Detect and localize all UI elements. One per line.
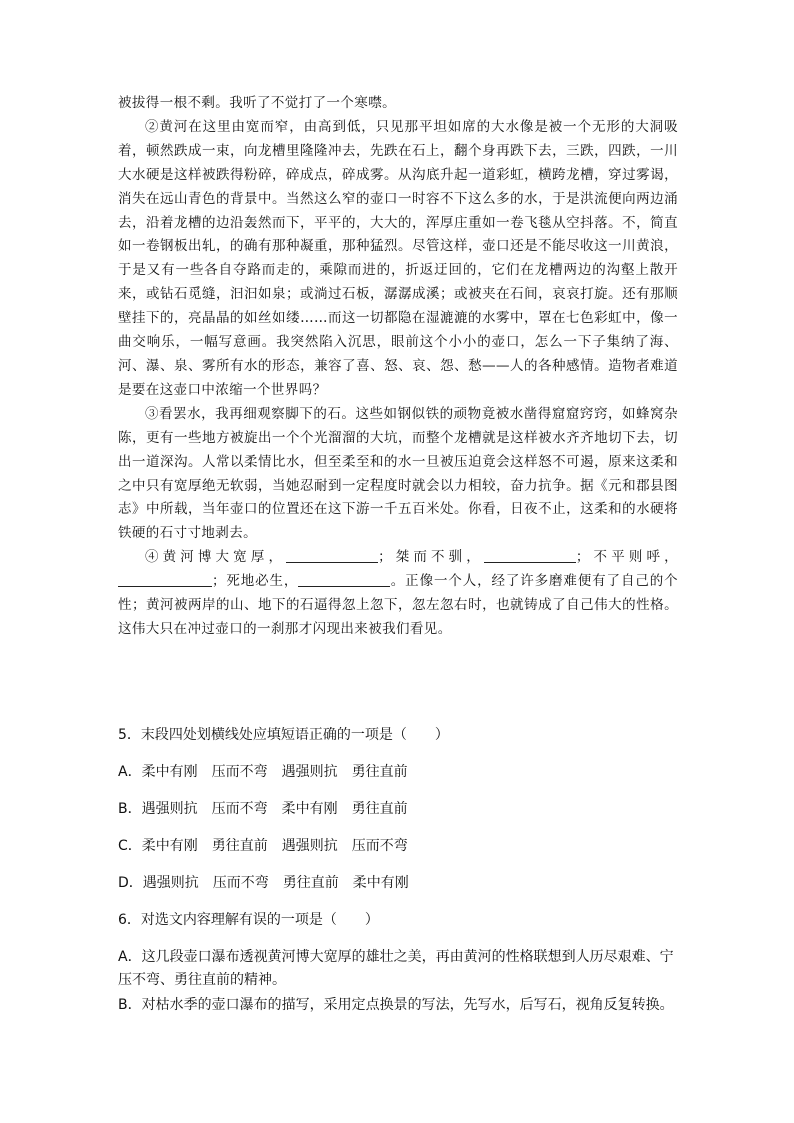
fill-blank-2 bbox=[484, 548, 576, 563]
fill-blank-1 bbox=[286, 548, 378, 563]
paragraph-4-text-d: ；死地必生， bbox=[212, 573, 299, 590]
question-6-stem: 6．对选文内容理解有误的一项是（ ） bbox=[118, 912, 379, 928]
passage-paragraph-2: ②黄河在这里由宽而窄，由高到低，只见那平坦如席的大水像是被一个无形的大洞吸着，顿然跌成一束，向龙槽里隆隆冲去，先跌在石上，翻个身再跌下去，三跌，四跌，一川大水硬是这样被跌得粉碎，碎成点，碎成雾。从沟底升起一道彩虹，横跨龙槽，穿过雾谒，消失在远山青色的背景中。当然这么窄的壶口一时容不下这么多的水，于是洪流便向两边涌去，沿着龙槽的边沿轰然而下，平平的，大大的，浑厚庄重如一卷飞毯从空抖落。不，简直如一卷钢板出轧，的确有那种凝重，那种猛烈。尽管这样，壶口还是不能尽收这一川黄浪，于是又有一些各自夺路而走的，乘隙而进的，折返迂回的，它们在龙槽两边的沟壑上散开来，或钻石觅缝，汩汩如泉；或淌过石板，潺潺成溪；或被夹在石间，哀哀打旋。还有那顺壁挂下的，亮晶晶的如丝如缕……而这一切都隐在湿漉漉的水雾中，罩在七色彩虹中，像一曲交响乐，一幅写意画。我突然陷入沉思，眼前这个小小的壶口，怎么一下子集纳了海、河、瀑、泉、雾所有水的形态，兼容了喜、怒、哀、怨、愁——人的各种感情。造物者难道是要在这壶口中浓缩一个世界吗？ bbox=[118, 118, 678, 398]
paragraph-4-text-e: 。正像一个人，经了许多磨难便有了自己的个性；黄河被两岸的山、地下的石逼得忽上忽下，忽左忽右时，也就铸成了自己伟大的性格。这伟大只在冲过壶口的一刹那才闪现出来被我们看见。 bbox=[118, 573, 678, 637]
question-5-option-d: D．遇强则抗 压而不弯 勇往直前 柔中有刚 bbox=[118, 875, 409, 891]
paragraph-4-text-b: ；桀而不驯， bbox=[378, 549, 484, 566]
question-5-option-a: A．柔中有刚 压而不弯 遇强则抗 勇往直前 bbox=[118, 764, 408, 780]
paragraph-4-text-c: ；不平则呼， bbox=[575, 549, 679, 566]
question-5-stem: 5．末段四处划横线处应填短语正确的一项是（ ） bbox=[118, 727, 449, 743]
fill-blank-4 bbox=[298, 572, 390, 587]
question-6-option-b: B．对枯水季的壶口瀑布的描写，采用定点换景的写法，先写水，后写石，视角反复转换。 bbox=[118, 997, 674, 1013]
paragraph-4-text-a: ④黄河博大宽厚， bbox=[145, 549, 287, 566]
question-5-option-b: B．遇强则抗 压而不弯 柔中有刚 勇往直前 bbox=[118, 801, 408, 817]
reading-passage bbox=[118, 92, 678, 642]
passage-paragraph-4 bbox=[118, 546, 678, 642]
question-6-option-a: A．这几段壶口瀑布透视黄河博大宽厚的雄壮之美，再由黄河的性格联想到人历尽艰难、宁压不弯、勇往直前的精神。 bbox=[118, 949, 674, 988]
question-5-option-c: C．柔中有刚 勇往直前 遇强则抗 压而不弯 bbox=[118, 838, 408, 854]
passage-paragraph-3: ③看罢水，我再细观察脚下的石。这些如钢似铁的顽物竟被水凿得窟窟窍窍，如蜂窝杂陈，更有一些地方被旋出一个个光溜溜的大坑，而整个龙槽就是这样被水齐齐地切下去，切出一道深沟。人常以柔情比水，但至柔至和的水一旦被压迫竟会这样怒不可遏，原来这柔和之中只有宽厚绝无软弱，当她忍耐到一定程度时就会以力相较，奋力抗争。据《元和郡县图志》中所载，当年壶口的位置还在这下游一千五百米处。你看，日夜不止，这柔和的水硬将铁硬的石寸寸地剥去。 bbox=[118, 405, 678, 542]
questions-section bbox=[118, 724, 678, 1017]
passage-paragraph-1-end: 被拔得一根不剩。我听了不觉打了一个寒噤。 bbox=[118, 95, 396, 111]
fill-blank-3 bbox=[118, 572, 212, 587]
